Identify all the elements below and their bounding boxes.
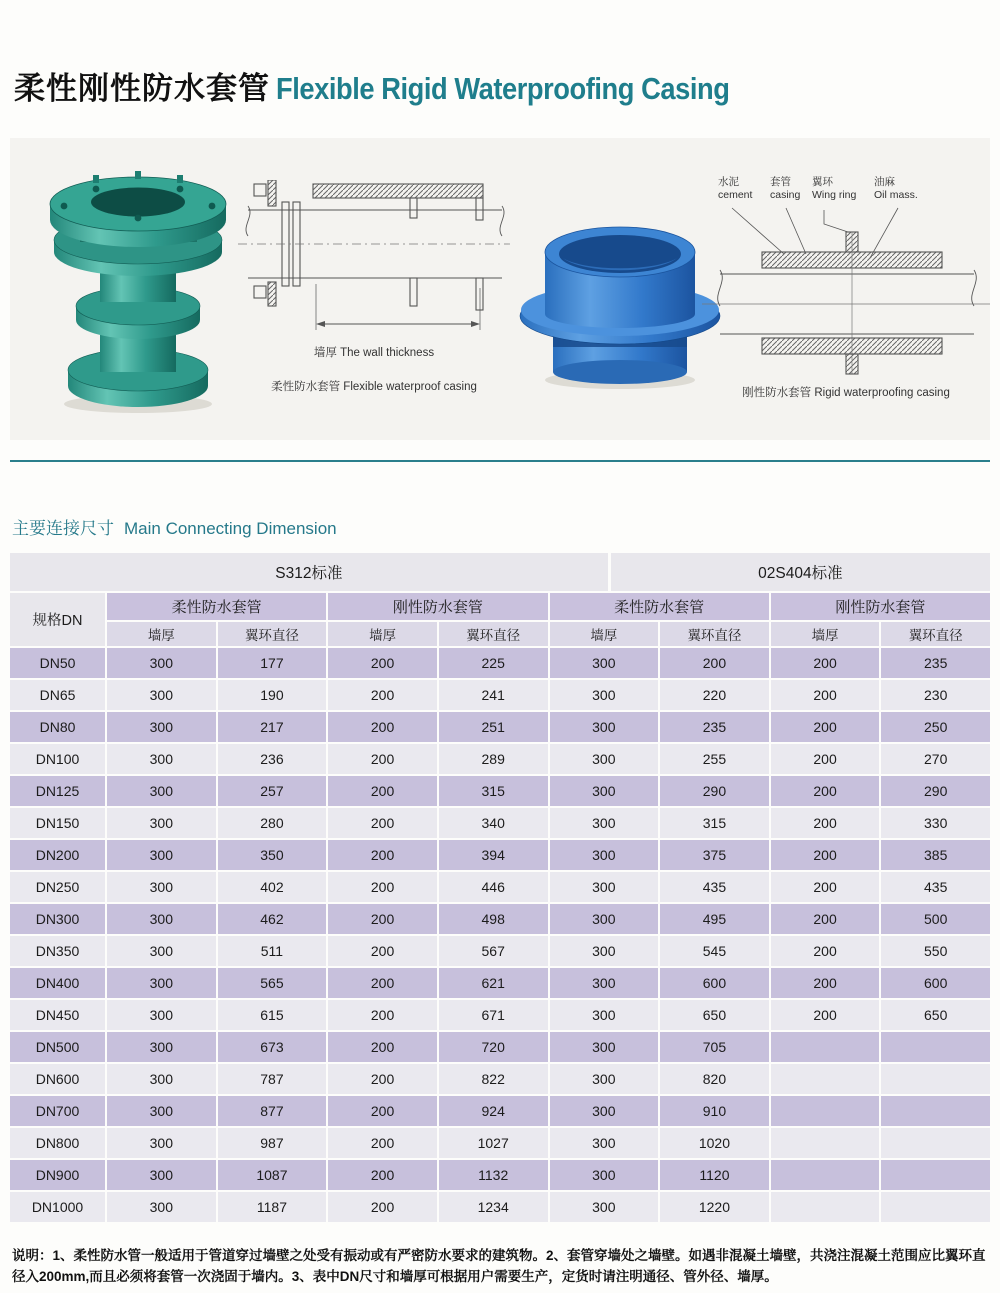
value-cell: 200 [771, 840, 880, 870]
table-row [10, 872, 990, 902]
group-header-flexible-s312: 柔性防水套管 [107, 593, 326, 620]
group-header-flexible-02s404: 柔性防水套管 [550, 593, 769, 620]
value-cell: 200 [328, 680, 437, 710]
value-cell: 650 [881, 1000, 990, 1030]
value-cell: 300 [107, 872, 216, 902]
subheader-wing-diameter-3: 翼环直径 [660, 622, 769, 646]
value-cell: 220 [660, 680, 769, 710]
value-cell: 1132 [439, 1160, 548, 1190]
value-cell: 200 [328, 776, 437, 806]
rigid-label-casing-en: casing [770, 189, 801, 201]
page-title-en: Flexible Rigid Waterproofing Casing [276, 70, 730, 106]
value-cell [881, 1192, 990, 1222]
value-cell: 300 [107, 712, 216, 742]
table-row [10, 808, 990, 838]
value-cell: 300 [107, 808, 216, 838]
value-cell [771, 1064, 880, 1094]
value-cell: 241 [439, 680, 548, 710]
value-cell [771, 1160, 880, 1190]
value-cell: 300 [550, 680, 659, 710]
value-cell: 1234 [439, 1192, 548, 1222]
value-cell: 435 [881, 872, 990, 902]
value-cell: 300 [550, 1128, 659, 1158]
spec-dn-cell: DN900 [10, 1160, 105, 1190]
value-cell: 200 [328, 1000, 437, 1030]
dimension-table [10, 553, 990, 1222]
figure-rigid-drawing [702, 170, 990, 425]
value-cell: 200 [660, 648, 769, 678]
value-cell: 987 [218, 1128, 327, 1158]
value-cell: 200 [771, 648, 880, 678]
value-cell: 720 [439, 1032, 548, 1062]
value-cell: 565 [218, 968, 327, 998]
subheader-wing-diameter-4: 翼环直径 [881, 622, 990, 646]
value-cell: 257 [218, 776, 327, 806]
subheader-wing-diameter-2: 翼环直径 [439, 622, 548, 646]
table-row [10, 1160, 990, 1190]
table-row [10, 648, 990, 678]
value-cell: 511 [218, 936, 327, 966]
spec-dn-cell: DN700 [10, 1096, 105, 1126]
value-cell: 300 [107, 968, 216, 998]
value-cell: 300 [107, 1064, 216, 1094]
value-cell: 1220 [660, 1192, 769, 1222]
value-cell: 300 [550, 776, 659, 806]
value-cell: 200 [771, 936, 880, 966]
value-cell: 300 [550, 744, 659, 774]
value-cell: 1020 [660, 1128, 769, 1158]
rigid-label-wing-ring [812, 176, 856, 202]
table-row [10, 936, 990, 966]
value-cell: 200 [771, 712, 880, 742]
value-cell: 200 [328, 1128, 437, 1158]
value-cell: 200 [328, 904, 437, 934]
value-cell: 300 [550, 936, 659, 966]
standard-header-row [10, 553, 990, 591]
value-cell: 270 [881, 744, 990, 774]
value-cell [771, 1192, 880, 1222]
rigid-label-cement-zh: 水泥 [718, 176, 739, 188]
group-header-rigid-02s404: 刚性防水套管 [771, 593, 990, 620]
value-cell [881, 1128, 990, 1158]
value-cell: 300 [107, 744, 216, 774]
spec-dn-header: 规格DN [10, 593, 105, 646]
value-cell: 1087 [218, 1160, 327, 1190]
value-cell: 200 [771, 808, 880, 838]
value-cell: 217 [218, 712, 327, 742]
spec-dn-cell: DN125 [10, 776, 105, 806]
spec-dn-cell: DN200 [10, 840, 105, 870]
value-cell: 1027 [439, 1128, 548, 1158]
value-cell: 200 [328, 1032, 437, 1062]
subheader-wall-thickness-1: 墙厚 [107, 622, 216, 646]
value-cell: 300 [550, 648, 659, 678]
section-heading-en: Main Connecting Dimension [124, 519, 337, 538]
figures-panel [10, 138, 990, 440]
value-cell [881, 1032, 990, 1062]
value-cell [771, 1096, 880, 1126]
value-cell: 315 [660, 808, 769, 838]
subheader-wall-thickness-4: 墙厚 [771, 622, 880, 646]
value-cell: 1187 [218, 1192, 327, 1222]
page-title [14, 63, 791, 108]
value-cell: 300 [550, 1032, 659, 1062]
value-cell: 671 [439, 1000, 548, 1030]
value-cell: 545 [660, 936, 769, 966]
value-cell: 200 [328, 1064, 437, 1094]
value-cell: 787 [218, 1064, 327, 1094]
spec-dn-cell: DN450 [10, 1000, 105, 1030]
value-cell: 375 [660, 840, 769, 870]
value-cell: 255 [660, 744, 769, 774]
subheader-wing-diameter-1: 翼环直径 [218, 622, 327, 646]
value-cell: 290 [881, 776, 990, 806]
value-cell: 550 [881, 936, 990, 966]
value-cell: 190 [218, 680, 327, 710]
value-cell: 495 [660, 904, 769, 934]
value-cell: 230 [881, 680, 990, 710]
value-cell: 446 [439, 872, 548, 902]
value-cell: 350 [218, 840, 327, 870]
table-body [10, 648, 990, 1222]
value-cell [771, 1032, 880, 1062]
figure-rigid-photo [515, 204, 725, 394]
value-cell: 567 [439, 936, 548, 966]
value-cell: 200 [328, 712, 437, 742]
rigid-label-wing-ring-en: Wing ring [812, 189, 857, 201]
value-cell: 462 [218, 904, 327, 934]
rigid-label-cement-en: cement [718, 189, 753, 201]
value-cell: 200 [328, 872, 437, 902]
flexible-casing-photo-illustration [38, 154, 238, 420]
spec-dn-cell: DN500 [10, 1032, 105, 1062]
value-cell: 300 [107, 680, 216, 710]
value-cell: 315 [439, 776, 548, 806]
subheader-wall-thickness-3: 墙厚 [550, 622, 659, 646]
rigid-label-oil-mass-zh: 油麻 [874, 176, 895, 188]
value-cell: 300 [550, 904, 659, 934]
table-row [10, 968, 990, 998]
spec-dn-cell: DN1000 [10, 1192, 105, 1222]
value-cell [881, 1096, 990, 1126]
value-cell: 200 [771, 968, 880, 998]
table-row [10, 1128, 990, 1158]
rigid-drawing-caption: 刚性防水套管 Rigid waterproofing casing [742, 387, 950, 399]
value-cell: 300 [550, 840, 659, 870]
rigid-label-oil-mass-en: Oil mass. [874, 189, 918, 201]
value-cell: 300 [107, 1032, 216, 1062]
value-cell: 500 [881, 904, 990, 934]
value-cell: 200 [328, 1192, 437, 1222]
value-cell: 385 [881, 840, 990, 870]
value-cell: 280 [218, 808, 327, 838]
subheader-wall-thickness-2: 墙厚 [328, 622, 437, 646]
value-cell [771, 1128, 880, 1158]
spec-dn-cell: DN150 [10, 808, 105, 838]
value-cell: 225 [439, 648, 548, 678]
table-row [10, 744, 990, 774]
value-cell: 250 [881, 712, 990, 742]
value-cell: 200 [771, 776, 880, 806]
value-cell: 300 [107, 840, 216, 870]
value-cell: 600 [660, 968, 769, 998]
value-cell: 200 [328, 840, 437, 870]
value-cell: 300 [550, 968, 659, 998]
value-cell: 621 [439, 968, 548, 998]
value-cell: 910 [660, 1096, 769, 1126]
wall-thickness-dimension-label: 墙厚 The wall thickness [313, 347, 435, 359]
value-cell: 820 [660, 1064, 769, 1094]
standard-header-02s404: 02S404标准 [611, 553, 990, 591]
value-cell: 877 [218, 1096, 327, 1126]
standard-header-s312: S312标准 [10, 553, 608, 591]
value-cell: 200 [771, 872, 880, 902]
page-title-zh: 柔性刚性防水套管 [14, 70, 270, 106]
value-cell: 177 [218, 648, 327, 678]
value-cell: 200 [771, 904, 880, 934]
table-row [10, 1192, 990, 1222]
value-cell: 300 [550, 808, 659, 838]
table-row [10, 904, 990, 934]
section-heading [12, 514, 337, 539]
value-cell: 200 [328, 744, 437, 774]
value-cell: 615 [218, 1000, 327, 1030]
figure-flexible-drawing [238, 180, 510, 430]
value-cell: 235 [881, 648, 990, 678]
value-cell: 300 [550, 1064, 659, 1094]
value-cell: 300 [550, 1096, 659, 1126]
value-cell: 290 [660, 776, 769, 806]
table-row [10, 776, 990, 806]
value-cell: 673 [218, 1032, 327, 1062]
spec-dn-cell: DN65 [10, 680, 105, 710]
value-cell: 200 [771, 1000, 880, 1030]
value-cell: 650 [660, 1000, 769, 1030]
value-cell: 498 [439, 904, 548, 934]
table-row [10, 1064, 990, 1094]
rigid-label-cement [718, 176, 752, 202]
flexible-casing-drawing [238, 180, 510, 340]
value-cell: 394 [439, 840, 548, 870]
column-header-grid [10, 593, 990, 646]
value-cell: 924 [439, 1096, 548, 1126]
value-cell: 300 [107, 1128, 216, 1158]
value-cell: 300 [550, 872, 659, 902]
value-cell: 200 [328, 648, 437, 678]
rigid-label-casing-zh: 套管 [770, 176, 791, 188]
spec-dn-cell: DN300 [10, 904, 105, 934]
rigid-label-oil-mass [874, 176, 918, 202]
value-cell: 300 [107, 776, 216, 806]
spec-dn-cell: DN800 [10, 1128, 105, 1158]
value-cell [881, 1064, 990, 1094]
value-cell: 300 [550, 1000, 659, 1030]
table-row [10, 712, 990, 742]
flexible-drawing-caption: 柔性防水套管 Flexible waterproof casing [271, 381, 477, 393]
value-cell: 300 [107, 1160, 216, 1190]
value-cell: 289 [439, 744, 548, 774]
value-cell: 300 [550, 712, 659, 742]
rigid-label-casing [770, 176, 800, 202]
spec-dn-cell: DN350 [10, 936, 105, 966]
value-cell: 300 [107, 1192, 216, 1222]
teal-divider-line [10, 460, 990, 462]
table-row [10, 680, 990, 710]
value-cell: 705 [660, 1032, 769, 1062]
value-cell: 200 [328, 808, 437, 838]
figure-flexible-photo [38, 154, 238, 420]
value-cell: 1120 [660, 1160, 769, 1190]
value-cell: 251 [439, 712, 548, 742]
value-cell: 822 [439, 1064, 548, 1094]
value-cell: 200 [328, 1160, 437, 1190]
rigid-casing-photo-illustration [515, 204, 725, 394]
value-cell: 200 [328, 968, 437, 998]
value-cell: 300 [107, 936, 216, 966]
value-cell: 340 [439, 808, 548, 838]
value-cell: 300 [550, 1192, 659, 1222]
table-row [10, 1032, 990, 1062]
value-cell: 200 [771, 744, 880, 774]
spec-dn-cell: DN80 [10, 712, 105, 742]
table-row [10, 840, 990, 870]
value-cell: 200 [328, 1096, 437, 1126]
value-cell: 200 [771, 680, 880, 710]
value-cell: 300 [107, 648, 216, 678]
value-cell [881, 1160, 990, 1190]
value-cell: 200 [328, 936, 437, 966]
table-row [10, 1096, 990, 1126]
rigid-label-wing-ring-zh: 翼环 [812, 176, 833, 188]
group-header-rigid-s312: 刚性防水套管 [328, 593, 547, 620]
value-cell: 235 [660, 712, 769, 742]
spec-dn-cell: DN400 [10, 968, 105, 998]
value-cell: 236 [218, 744, 327, 774]
value-cell: 300 [107, 1000, 216, 1030]
value-cell: 330 [881, 808, 990, 838]
section-heading-zh: 主要连接尺寸 [12, 519, 114, 538]
spec-dn-cell: DN50 [10, 648, 105, 678]
value-cell: 402 [218, 872, 327, 902]
footnote-text: 说明：1、柔性防水管一般适用于管道穿过墙壁之处受有振动或有严密防水要求的建筑物。2、套管穿墙处之墙壁。如遇非混凝土墙壁，共浇注混凝土范围应比翼环直径入200mm,而且必须将套管一次浇固于墙内。3、表中DN尺寸和墙厚可根据用户需要生产，定货时请注明通径、管外径、墙厚。 [12, 1247, 986, 1285]
value-cell: 300 [107, 904, 216, 934]
table-row [10, 1000, 990, 1030]
spec-dn-cell: DN600 [10, 1064, 105, 1094]
spec-dn-cell: DN250 [10, 872, 105, 902]
value-cell: 300 [107, 1096, 216, 1126]
spec-dn-cell: DN100 [10, 744, 105, 774]
rigid-casing-drawing [702, 206, 990, 378]
value-cell: 435 [660, 872, 769, 902]
value-cell: 600 [881, 968, 990, 998]
value-cell: 300 [550, 1160, 659, 1190]
